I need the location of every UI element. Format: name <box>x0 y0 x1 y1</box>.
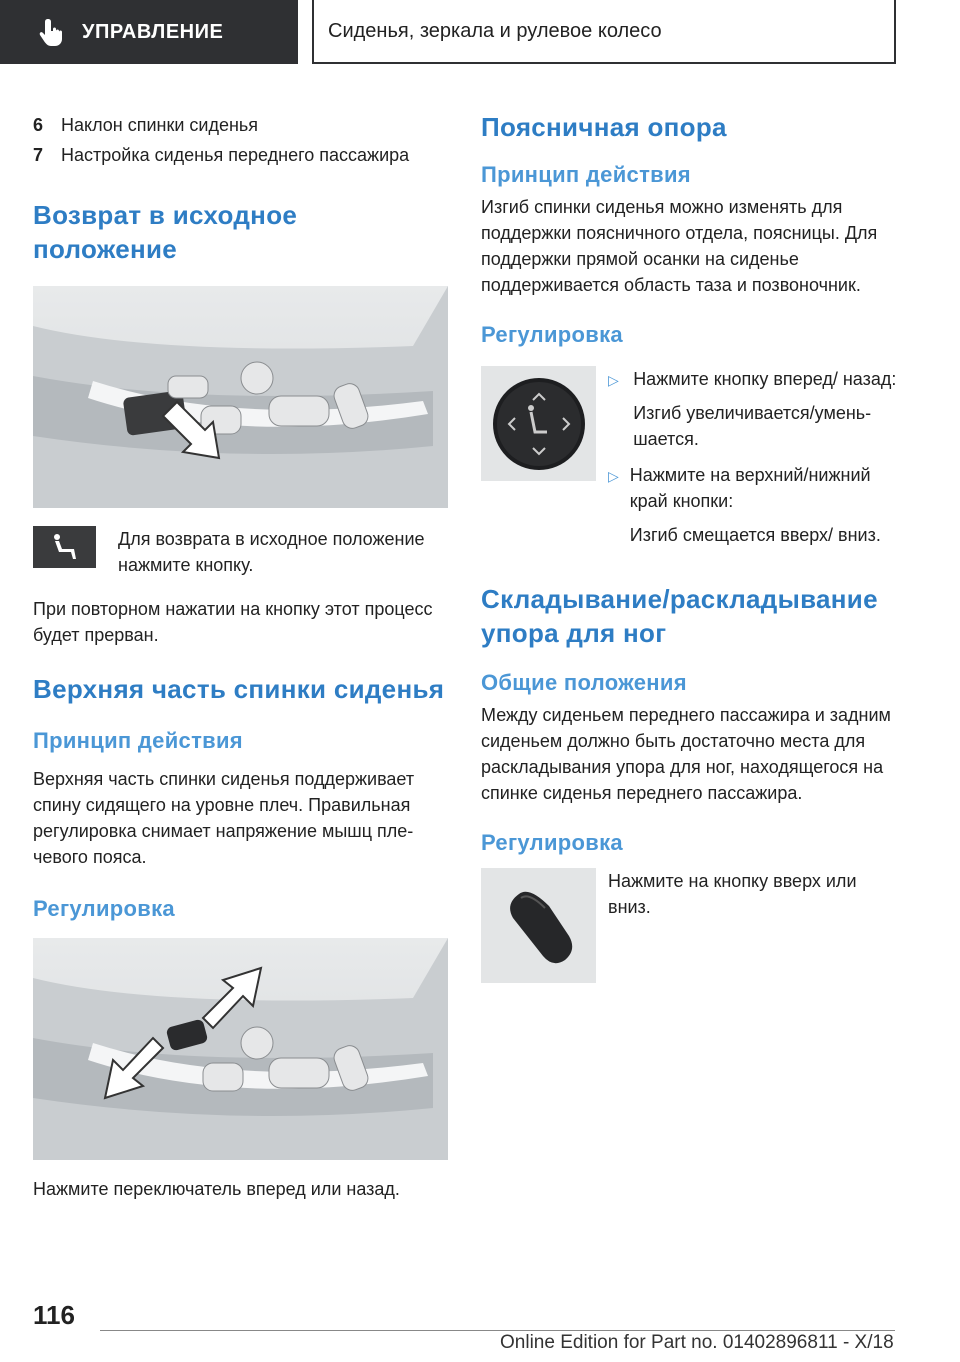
header-section-tab <box>0 0 298 64</box>
reset-icon-text: Для возврата в исходное положение нажмите кнопку. <box>118 529 425 575</box>
lumbar-principle-heading: Принцип действия <box>481 162 691 187</box>
header-chapter-label: Сиденья, зеркала и рулевое колесо <box>328 19 662 42</box>
list-item-number: 6 <box>33 115 44 135</box>
lumbar-heading: Поясничная опора <box>481 112 727 142</box>
triangle-bullet-icon: ▷ <box>608 468 619 484</box>
upper-adjust-caption: Нажмите переключатель вперед или назад. <box>33 1179 400 1199</box>
reset-icon-row <box>33 526 448 578</box>
lumbar-button-photo <box>481 366 596 481</box>
numbered-list <box>33 110 448 170</box>
footrest-general-text: Между сиденьем переднего пассажира и задним сиденьем должно быть достаточно места для раскладывания упора для ног, находящегося на спинке сиденья переднего пассажира. <box>481 705 891 803</box>
list-item-text: Настройка сиденья переднего пассажира <box>61 145 410 165</box>
seat-controls-photo-reset <box>33 286 448 508</box>
step-text: Нажмите кнопку вперед/ назад: <box>633 369 897 389</box>
upper-principle-text: Верхняя часть спинки сиденья поддерживает спину сидящего на уровне плеч. Правильная регулировка снимает напряжение мышц плечевого пояса. <box>33 769 415 867</box>
triangle-bullet-icon: ▷ <box>608 372 619 388</box>
footrest-heading: Складывание/раскладывание упора для ног <box>481 584 878 648</box>
lumbar-adjust-row <box>481 366 901 548</box>
header-chapter-tab <box>312 0 896 64</box>
reset-note: При повторном нажатии на кнопку этот процесс будет прерван. <box>33 599 433 645</box>
upper-backrest-heading: Верхняя часть спинки сиденья <box>33 674 445 704</box>
footrest-adjust-row <box>481 868 901 983</box>
footer-divider <box>100 1330 895 1331</box>
seat-controls-illustration <box>33 938 448 1160</box>
lumbar-adjust-heading: Регулировка <box>481 322 623 347</box>
step-result: Изгиб увеличивается/уменьшается. <box>633 403 872 449</box>
footrest-adjust-text: Нажмите на кнопку вверх или вниз. <box>608 871 857 917</box>
seat-reset-icon <box>33 526 96 568</box>
reset-heading: Возврат в исходное положение <box>33 200 298 264</box>
footrest-adjust-heading: Регулировка <box>481 830 623 855</box>
list-item-number: 7 <box>33 145 44 165</box>
seat-controls-photo-upper <box>33 938 448 1160</box>
lumbar-control-knob-icon <box>489 374 589 474</box>
hand-touch-icon <box>38 17 66 47</box>
upper-adjust-heading: Регулировка <box>33 896 175 921</box>
seat-controls-illustration <box>33 286 448 508</box>
footrest-button-photo <box>481 868 596 983</box>
footer-edition: Online Edition for Part no. 01402896811 - X/18 <box>500 1332 894 1353</box>
list-item-text: Наклон спинки сиденья <box>61 115 259 135</box>
list-item <box>33 140 448 170</box>
footrest-switch-icon <box>489 876 589 976</box>
header-section-label: УПРАВЛЕНИЕ <box>82 20 224 43</box>
list-item <box>608 366 901 452</box>
lumbar-steps <box>608 366 901 548</box>
list-item <box>608 462 901 548</box>
list-item <box>33 110 448 140</box>
footrest-general-heading: Общие положения <box>481 670 687 695</box>
page-number: 116 <box>33 1300 75 1330</box>
right-column <box>481 110 901 983</box>
step-result: Изгиб смещается вверх/ вниз. <box>629 525 881 545</box>
left-column <box>33 110 448 1202</box>
step-text: Нажмите на верхний/нижний край кнопки: <box>629 465 871 511</box>
lumbar-principle-text: Изгиб спинки сиденья можно изменять для поддержки поясничного отдела, поясницы. Для поддержки прямой осанки на сиденье поддерживается область таза и позвоночник. <box>481 197 878 295</box>
upper-principle-heading: Принцип действия <box>33 728 243 753</box>
